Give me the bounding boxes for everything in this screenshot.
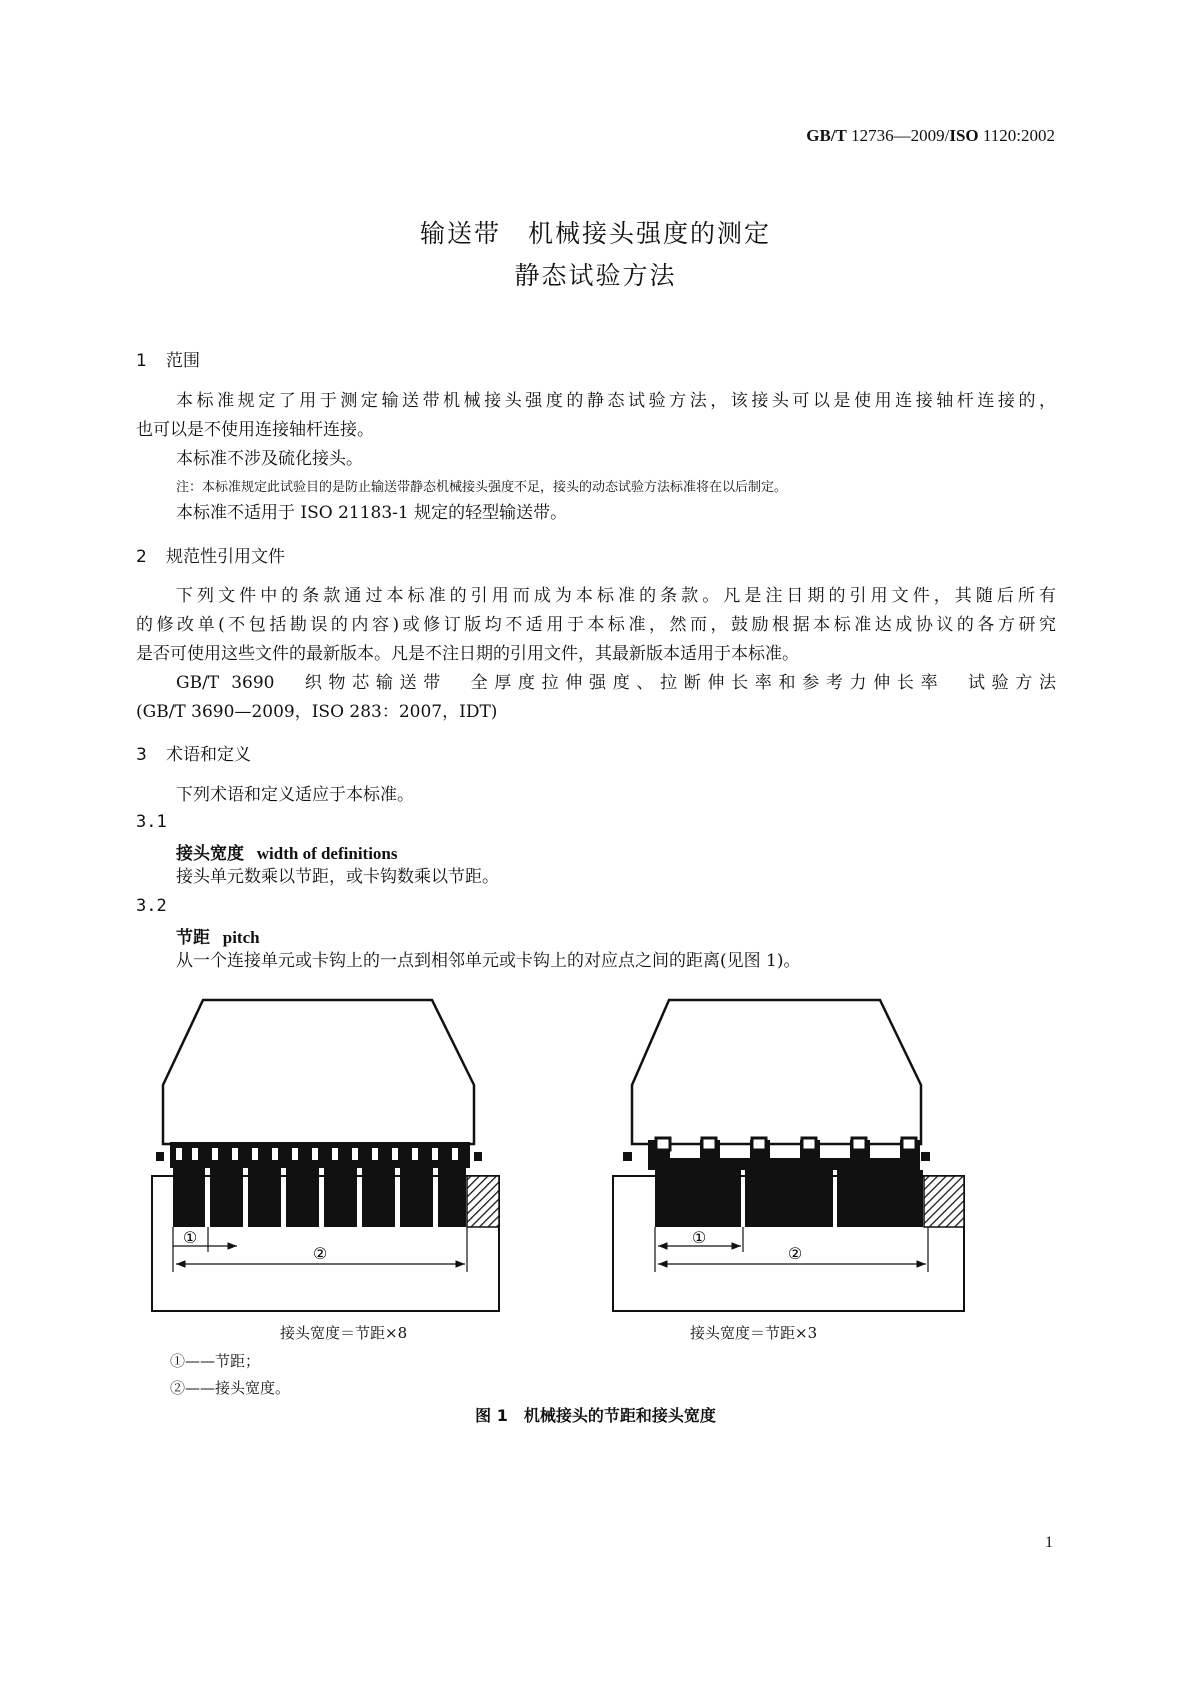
left-figure-caption: 接头宽度＝节距×8 [280,1324,408,1342]
term-2-heading [176,923,260,948]
left-marker-2: ② [312,1244,328,1263]
section-1-para-2: 本标准不涉及硫化接头。 [176,449,363,469]
right-marker-2: ② [787,1244,803,1263]
figure-1-diagram [0,990,1191,1320]
term-1-definition: 接头单元数乘以节距，或卡钩数乘以节距。 [176,867,499,887]
section-1-para-1-line-2: 也可以是不使用连接轴杆连接。 [136,420,374,440]
section-title: 规范性引用文件 [166,547,285,567]
left-clamp-housing [163,1000,474,1144]
section-1-heading [136,346,200,371]
term-2-zh: 节距 [176,928,210,948]
term-1-en: width of definitions [256,844,398,863]
section-2-heading [136,542,285,567]
left-pin-end [156,1152,164,1161]
section-number: 2 [136,547,147,567]
std-prefix: GB/T [806,126,847,145]
section-3-heading [136,740,251,765]
left-joint-diagram [152,1000,499,1311]
section-2-para-line-1: 下列文件中的条款通过本标准的引用而成为本标准的条款。凡是注日期的引用文件，其随后所有 [176,586,1056,606]
page-number: 1 [1045,1534,1053,1551]
reference-gbt3690-line-2: (GB/T 3690—2009，ISO 283：2007，IDT) [136,702,498,722]
standard-code: GB/T 12736—2009/ISO 1120:2002 [806,126,1055,145]
section-number: 3 [136,745,147,765]
right-joint-elements [655,1170,923,1227]
section-2-para-line-3: 是否可使用这些文件的最新版本。凡是不注日期的引用文件，其最新版本适用于本标准。 [136,644,799,664]
term-2-definition: 从一个连接单元或卡钩上的一点到相邻单元或卡钩上的对应点之间的距离(见图 1)。 [176,951,801,971]
title-line-1: 输送带 机械接头强度的测定 [419,219,771,248]
left-belt-end-section [467,1176,499,1227]
section-number: 1 [136,351,147,371]
right-joint-diagram [613,1000,964,1311]
figure-1-title: 图 1 机械接头的节距和接头宽度 [475,1406,716,1425]
right-marker-1: ① [691,1228,707,1247]
section-3-intro: 下列术语和定义适应于本标准。 [176,785,414,805]
section-2-para-line-2: 的修改单(不包括勘误的内容)或修订版均不适用于本标准，然而，鼓励根据本标准达成协议的各方研究 [136,615,1056,635]
term-1-number: 3.1 [136,812,167,832]
section-title: 范围 [166,351,200,371]
term-2-number: 3.2 [136,896,167,916]
section-1-para-1-line-1: 本标准规定了用于测定输送带机械接头强度的静态试验方法，该接头可以是使用连接轴杆连接的， [176,391,1056,411]
legend-pitch: ①——节距； [170,1352,261,1370]
reference-gbt3690-line-1: GB/T 3690 织物芯输送带 全厚度拉伸强度、拉断伸长率和参考力伸长率 试验方法 [176,673,1056,693]
right-pin-end [474,1152,482,1161]
title-line-2: 静态试验方法 [514,261,677,290]
term-2-en: pitch [222,928,260,947]
iso-prefix: ISO [949,126,979,145]
right-clamp-housing [632,1000,921,1144]
left-marker-1: ① [182,1228,198,1247]
section-title: 术语和定义 [166,745,251,765]
section-1-note: 注：本标准规定此试验目的是防止输送带静态机械接头强度不足，接头的动态试验方法标准将在以后制定。 [176,480,788,495]
left-pin-end [623,1152,632,1161]
term-1-zh: 接头宽度 [176,844,244,864]
right-belt-end-section [924,1176,964,1227]
section-1-para-3: 本标准不适用于 ISO 21183-1 规定的轻型输送带。 [176,503,568,523]
std-number: 12736—2009 [851,126,945,145]
right-pin-end [921,1152,930,1161]
legend-joint-width: ②——接头宽度。 [170,1379,291,1397]
iso-number: 1120:2002 [982,126,1055,145]
right-figure-caption: 接头宽度＝节距×3 [690,1324,818,1342]
term-1-heading [176,839,398,864]
